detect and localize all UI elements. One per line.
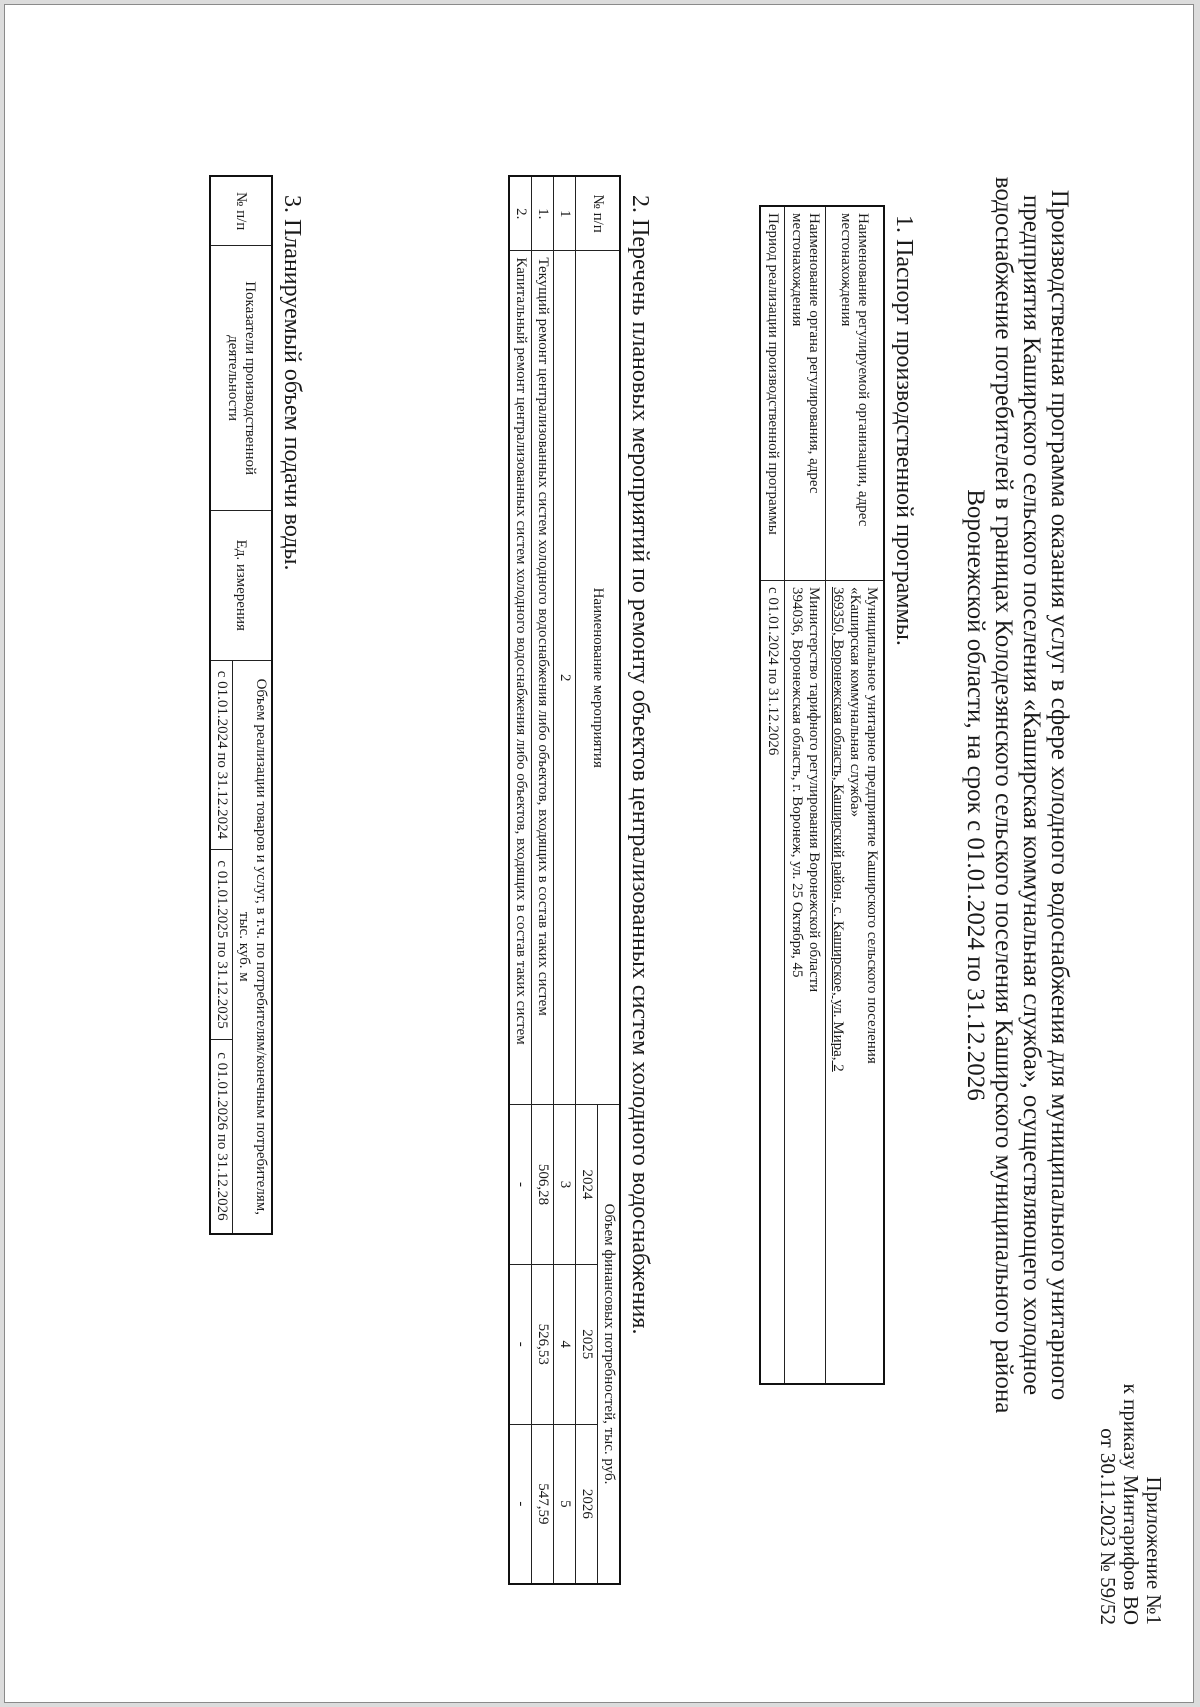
passport-value-line: 394036, Воронежская область, г. Воронеж, ул. 25 Октября, 45: [789, 586, 805, 978]
row-name: Капитальный ремонт централизованных систем холодного водоснабжения либо объектов, входящих в состав таких систем: [509, 251, 532, 1105]
passport-label: Наименование органа регулирования, адрес местонахождения: [785, 206, 826, 580]
passport-value-line: Министерство тарифного регулирования Воронежской области: [806, 586, 822, 993]
document-title: [961, 145, 1073, 1445]
repair-measures-table: [508, 175, 621, 1585]
header-period: с 01.01.2026 по 31.12.2026: [210, 1039, 233, 1234]
header-indicators: Показатели производственной деятельности: [210, 246, 272, 511]
passport-value-line: с 01.01.2024 по 31.12.2026: [765, 586, 781, 756]
column-number: 2: [554, 251, 576, 1105]
header-volume: Объем финансовых потребностей, тыс. руб.: [598, 1105, 621, 1584]
header-num: № п/п: [576, 176, 621, 251]
table-row: [760, 206, 785, 1384]
column-number: 3: [554, 1105, 576, 1265]
header-period: с 01.01.2024 по 31.12.2024: [210, 660, 233, 850]
document-page: [4, 4, 1194, 1703]
header-year: 2025: [576, 1264, 598, 1424]
table-header-row: [233, 176, 273, 1234]
table-row: [826, 206, 885, 1384]
header-year: 2026: [576, 1424, 598, 1584]
passport-value-line: Муниципальное унитарное предприятие Каширского сельского поселения: [864, 586, 880, 1064]
appendix-block: [1096, 1384, 1165, 1625]
section-1-title: 1. Паспорт производственной программы.: [891, 215, 917, 646]
header-volume: Объем реализации товаров и услуг, в т.ч. по потребителям/конечным потребителям, тыс. куб. м: [233, 660, 273, 1234]
passport-value: [760, 580, 785, 1384]
header-name: Наименование мероприятия: [576, 251, 621, 1105]
title-line-1: Производственная программа оказания услуг в сфере холодного водоснабжения для муниципального унитарного: [1046, 189, 1073, 1401]
row-value: -: [509, 1424, 532, 1584]
table-row: [532, 176, 554, 1584]
row-value: 506,28: [532, 1105, 554, 1265]
header-num: № п/п: [210, 176, 272, 246]
water-supply-table: [209, 175, 273, 1235]
passport-value: [826, 580, 885, 1384]
row-num: 1.: [532, 176, 554, 251]
row-value: 547,59: [532, 1424, 554, 1584]
row-name: Текущий ремонт централизованных систем холодного водоснабжения либо объектов, входящих в состав таких систем: [532, 251, 554, 1105]
appendix-line-3: от 30.11.2023 № 59/52: [1096, 1428, 1120, 1625]
column-number: 5: [554, 1424, 576, 1584]
table-row: [785, 206, 826, 1384]
title-line-2: предприятия Каширского сельского поселения «Каширская коммунальная служба», осуществляющего холодное: [1018, 194, 1045, 1396]
column-number-row: [554, 176, 576, 1584]
row-value: -: [509, 1105, 532, 1265]
passport-label: Наименование регулируемой организации, адрес местонахождения: [826, 206, 885, 580]
passport-value-line: «Каширская коммунальная служба»: [847, 586, 863, 818]
row-num: 2.: [509, 176, 532, 251]
title-line-4: Воронежской области, на срок с 01.01.2024 по 31.12.2026: [962, 489, 989, 1101]
passport-value-line: 369350, Воронежская область, Каширский район, с. Каширское, ул. Мира, 2: [830, 586, 846, 1072]
passport-value: [785, 580, 826, 1384]
table-header-row: [598, 176, 621, 1584]
title-line-3: водоснабжение потребителей в границах Колодезянского сельского поселения Каширского муниципального района: [990, 176, 1017, 1414]
rotated-content: [5, 5, 1193, 1702]
header-period: с 01.01.2025 по 31.12.2025: [210, 850, 233, 1040]
column-number: 1: [554, 176, 576, 251]
column-number: 4: [554, 1264, 576, 1424]
passport-label: Период реализации производственной программы: [760, 206, 785, 580]
passport-table: [759, 205, 885, 1385]
table-row: [509, 176, 532, 1584]
section-2-title: 2. Перечень плановых мероприятий по ремонту объектов централизованных систем холодного водоснабжения.: [627, 195, 653, 1335]
header-year: 2024: [576, 1105, 598, 1265]
appendix-line-2: к приказу Минтарифов ВО: [1119, 1383, 1143, 1625]
section-3-title: 3. Планируемый объем подачи воды.: [279, 195, 305, 571]
row-value: -: [509, 1264, 532, 1424]
appendix-line-1: Приложение №1: [1142, 1476, 1166, 1625]
row-value: 526,53: [532, 1264, 554, 1424]
header-unit: Ед. измерения: [210, 510, 272, 660]
